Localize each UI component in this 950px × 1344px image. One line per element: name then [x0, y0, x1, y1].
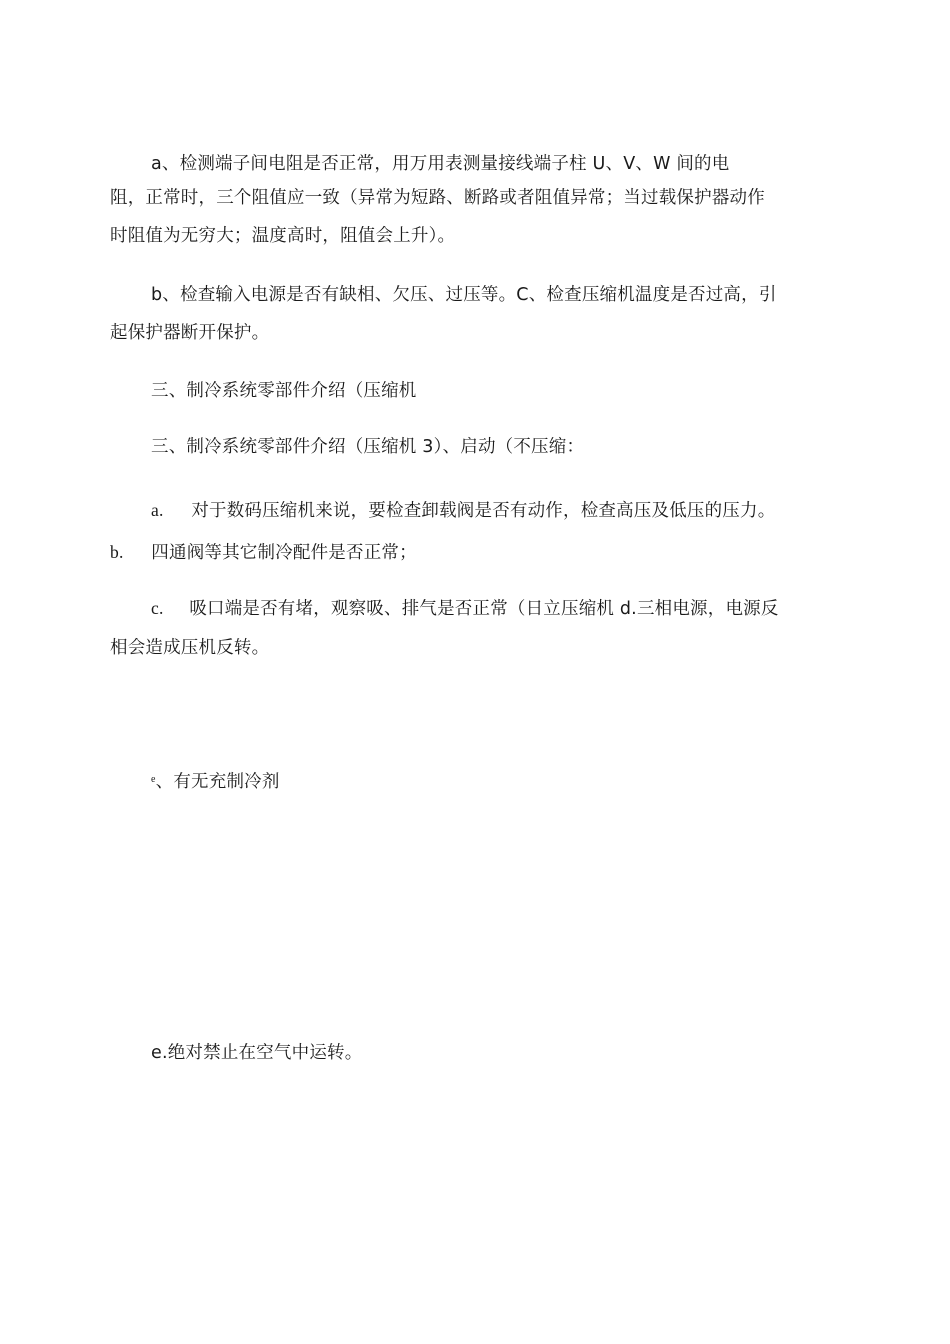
list-item-a-marker: a. [151, 500, 164, 520]
list-item-e-marker: e [151, 774, 156, 785]
para-b-line-1: b、检查输入电源是否有缺相、欠压、过压等。C、检查压缩机温度是否过高，引 [151, 285, 777, 305]
list-item-a-text: 对于数码压缩机来说，要检查卸载阀是否有动作，检查高压及低压的压力。 [191, 501, 776, 521]
list-item-e-refrigerant [151, 770, 280, 794]
list-item-b-marker: b. [110, 542, 124, 562]
list-item-b [110, 540, 417, 565]
para-a-line-2: 阻，正常时，三个阻值应一致（异常为短路、断路或者阻值异常；当过载保护器动作 [110, 188, 765, 208]
list-item-c-line-1 [151, 596, 779, 621]
section-heading-repeat: 三、制冷系统零部件介绍（压缩机 3）、启动（不压缩： [151, 437, 585, 457]
list-item-a [151, 498, 775, 523]
section-heading: 三、制冷系统零部件介绍（压缩机 [151, 381, 417, 401]
para-a-line-3: 时阻值为无穷大；温度高时，阻值会上升）。 [110, 226, 456, 246]
para-a-line-1: a、检测端子间电阻是否正常，用万用表测量接线端子柱 U、V、W 间的电 [151, 154, 730, 174]
list-item-e-warning: e.绝对禁止在空气中运转。 [151, 1043, 363, 1063]
para-b-line-2: 起保护器断开保护。 [110, 323, 270, 343]
list-item-b-text: 四通阀等其它制冷配件是否正常； [151, 543, 417, 563]
list-item-c-text: 吸口端是否有堵，观察吸、排气是否正常（日立压缩机 d.三相电源，电源反 [189, 599, 779, 619]
list-item-c-line-2: 相会造成压机反转。 [110, 638, 270, 658]
list-item-e-refrigerant-text: 、有无充制冷剂 [155, 772, 280, 792]
list-item-c-marker: c. [151, 598, 164, 618]
